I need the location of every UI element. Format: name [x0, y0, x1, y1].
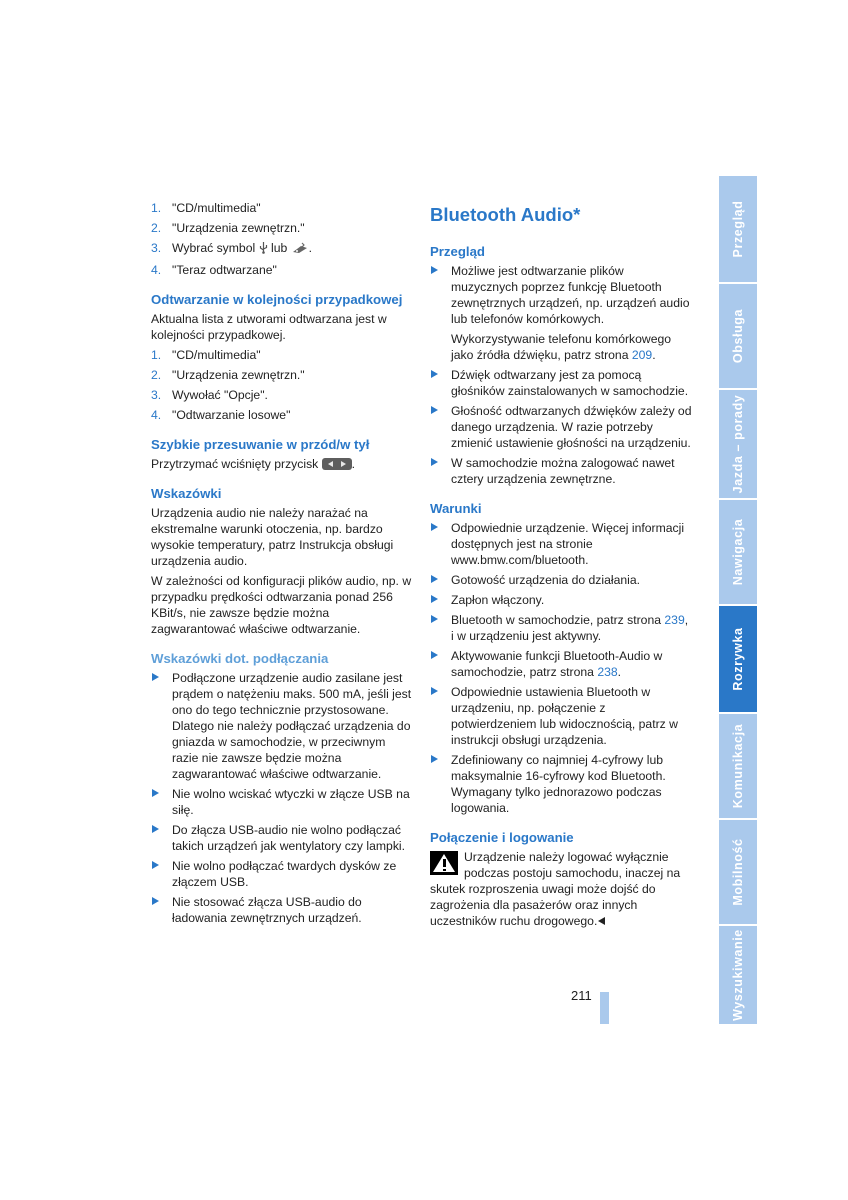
- requirements-heading: Warunki: [430, 501, 482, 516]
- list-item: Dźwięk odtwarzany jest za pomocą głośników zainstalowanych w samochodzie.: [430, 367, 692, 399]
- chapter-tabs: [719, 176, 757, 1026]
- tab-komunikacja[interactable]: Komunikacja: [719, 714, 757, 818]
- bullet-triangle-icon: [152, 673, 159, 681]
- list-item: W samochodzie można zalogować nawet cztery urządzenia zewnętrzne.: [430, 455, 692, 487]
- page-link-238[interactable]: 238: [597, 665, 618, 679]
- random-playback-heading: Odtwarzanie w kolejności przypadkowej: [151, 292, 403, 307]
- bullet-triangle-icon: [431, 370, 438, 378]
- overview-heading: Przegląd: [430, 244, 485, 259]
- list-item: 3. Wywołać "Opcje".: [151, 388, 268, 402]
- connection-tips-heading: Wskazówki dot. podłączania: [151, 651, 329, 666]
- bullet-triangle-icon: [152, 825, 159, 833]
- bluetooth-device-symbol-icon: [291, 242, 309, 258]
- seek-button-icon: [322, 458, 352, 470]
- list-item: Głośność odtwarzanych dźwięków zależy od danego urządzenia. W razie potrzeby zmienić ustawienie głośności na urządzeniu.: [430, 403, 692, 451]
- list-item: 3. Wybrać symbol lub .: [151, 240, 413, 258]
- tab-przeglad[interactable]: Przegląd: [719, 176, 757, 282]
- list-item: Aktywowanie funkcji Bluetooth-Audio w samochodzie, patrz strona 238.: [430, 648, 692, 680]
- tab-obsluga[interactable]: Obsługa: [719, 284, 757, 388]
- tab-rozrywka[interactable]: Rozrywka: [719, 606, 757, 712]
- list-item: Odpowiednie urządzenie. Więcej informacji dostępnych jest na stronie www.bmw.com/bluetooth.: [430, 520, 692, 568]
- tips-heading: Wskazówki: [151, 486, 222, 501]
- list-item: Podłączone urządzenie audio zasilane jest prądem o natężeniu maks. 500 mA, jeśli jest ono do tego technicznie przystosowane. Dlatego nie należy podłączać urządzenia do gniazda w samochodzie, w przeciwnym razie nie zawsze będzie można zagwarantować właściwe odtwarzanie.: [151, 670, 413, 782]
- bullet-triangle-icon: [431, 406, 438, 414]
- bullet-triangle-icon: [152, 789, 159, 797]
- list-item: Nie stosować złącza USB-audio do ładowania zewnętrznych urządzeń.: [151, 894, 413, 926]
- list-item: 2. "Urządzenia zewnętrzn.": [151, 368, 305, 382]
- requirements-list: [430, 520, 692, 816]
- page-link-239[interactable]: 239: [664, 613, 685, 627]
- usb-symbol-icon: [259, 242, 268, 258]
- tab-jazda-porady[interactable]: Jazda – porady: [719, 390, 757, 498]
- list-item: Zdefiniowany co najmniej 4-cyfrowy lub maksymalnie 16-cyfrowy kod Bluetooth. Wymagany tylko jednorazowo podczas logowania.: [430, 752, 692, 816]
- bullet-triangle-icon: [431, 687, 438, 695]
- tips-paragraph: W zależności od konfiguracji plików audio, np. w przypadku prędkości odtwarzania ponad 256 KBit/s, nie zawsze będzie można zagwarantować właściwe odtwarzanie.: [151, 574, 412, 636]
- bullet-triangle-icon: [431, 266, 438, 274]
- bullet-triangle-icon: [152, 897, 159, 905]
- warning-note: Urządzenie należy logować wyłącznie podczas postoju samochodu, inaczej na skutek rozproszenia uwagi może dojść do zagrożenia dla pasażerów oraz innych uczestników ruchu drogowego.: [430, 850, 681, 928]
- bullet-triangle-icon: [431, 575, 438, 583]
- bullet-triangle-icon: [431, 651, 438, 659]
- list-item: Nie wolno wciskać wtyczki w złącze USB na siłę.: [151, 786, 413, 818]
- steps-list-random: [151, 347, 413, 423]
- list-item: Odpowiednie ustawienia Bluetooth w urządzeniu, np. połączenie z potwierdzeniem lub widocznością, patrz w instrukcji obsługi urządzenia.: [430, 684, 692, 748]
- list-item: 1. "CD/multimedia": [151, 348, 261, 362]
- list-item: 4. "Teraz odtwarzane": [151, 263, 277, 277]
- pairing-heading: Połączenie i logowanie: [430, 830, 574, 845]
- page-number: 211: [571, 988, 592, 1003]
- bullet-triangle-icon: [431, 595, 438, 603]
- list-item: Nie wolno podłączać twardych dysków ze złączem USB.: [151, 858, 413, 890]
- right-column: [430, 200, 692, 929]
- overview-list: [430, 263, 692, 487]
- tab-nawigacja[interactable]: Nawigacja: [719, 500, 757, 604]
- bullet-triangle-icon: [152, 861, 159, 869]
- list-item: Do złącza USB-audio nie wolno podłączać takich urządzeń jak wentylatory czy lampki.: [151, 822, 413, 854]
- list-item: Bluetooth w samochodzie, patrz strona 239, i w urządzeniu jest aktywny.: [430, 612, 692, 644]
- bullet-triangle-icon: [431, 615, 438, 623]
- bullet-triangle-icon: [431, 523, 438, 531]
- steps-list-playback: [151, 200, 413, 278]
- left-column: [151, 200, 413, 930]
- section-title: Bluetooth Audio*: [430, 204, 581, 225]
- tab-mobilnosc[interactable]: Mobilność: [719, 820, 757, 924]
- list-item: 4. "Odtwarzanie losowe": [151, 408, 291, 422]
- tips-paragraph: Urządzenia audio nie należy narażać na ekstremalne warunki otoczenia, np. bardzo wysokie temperatury, patrz Instrukcja obsługi urządzenia audio.: [151, 506, 394, 568]
- list-item: Gotowość urządzenia do działania.: [430, 572, 692, 588]
- list-item: Zapłon włączony.: [430, 592, 692, 608]
- fast-forward-heading: Szybkie przesuwanie w przód/w tył: [151, 437, 370, 452]
- page-link-209[interactable]: 209: [631, 348, 653, 362]
- list-item: Możliwe jest odtwarzanie plików muzycznych poprzez funkcję Bluetooth zewnętrznych urządzeń, np. urządzeń audio lub telefonów komórkowych. Wykorzystywanie telefonu komórkowego jako źródła dźwięku, patrz strona 209.: [430, 263, 692, 363]
- tab-wyszukiwanie[interactable]: Wyszukiwanie: [719, 926, 757, 1024]
- fast-forward-text: Przytrzymać wciśnięty przycisk .: [151, 457, 356, 471]
- connection-tips-list: [151, 670, 413, 926]
- end-mark-icon: [598, 917, 605, 925]
- bullet-triangle-icon: [431, 458, 438, 466]
- list-item: 2. "Urządzenia zewnętrzn.": [151, 221, 305, 235]
- warning-icon: [430, 851, 458, 875]
- bullet-triangle-icon: [431, 755, 438, 763]
- page-number-bar: [600, 992, 609, 1024]
- random-playback-text: Aktualna lista z utworami odtwarzana jest w kolejności przypadkowej.: [151, 312, 387, 342]
- list-item: 1. "CD/multimedia": [151, 201, 261, 215]
